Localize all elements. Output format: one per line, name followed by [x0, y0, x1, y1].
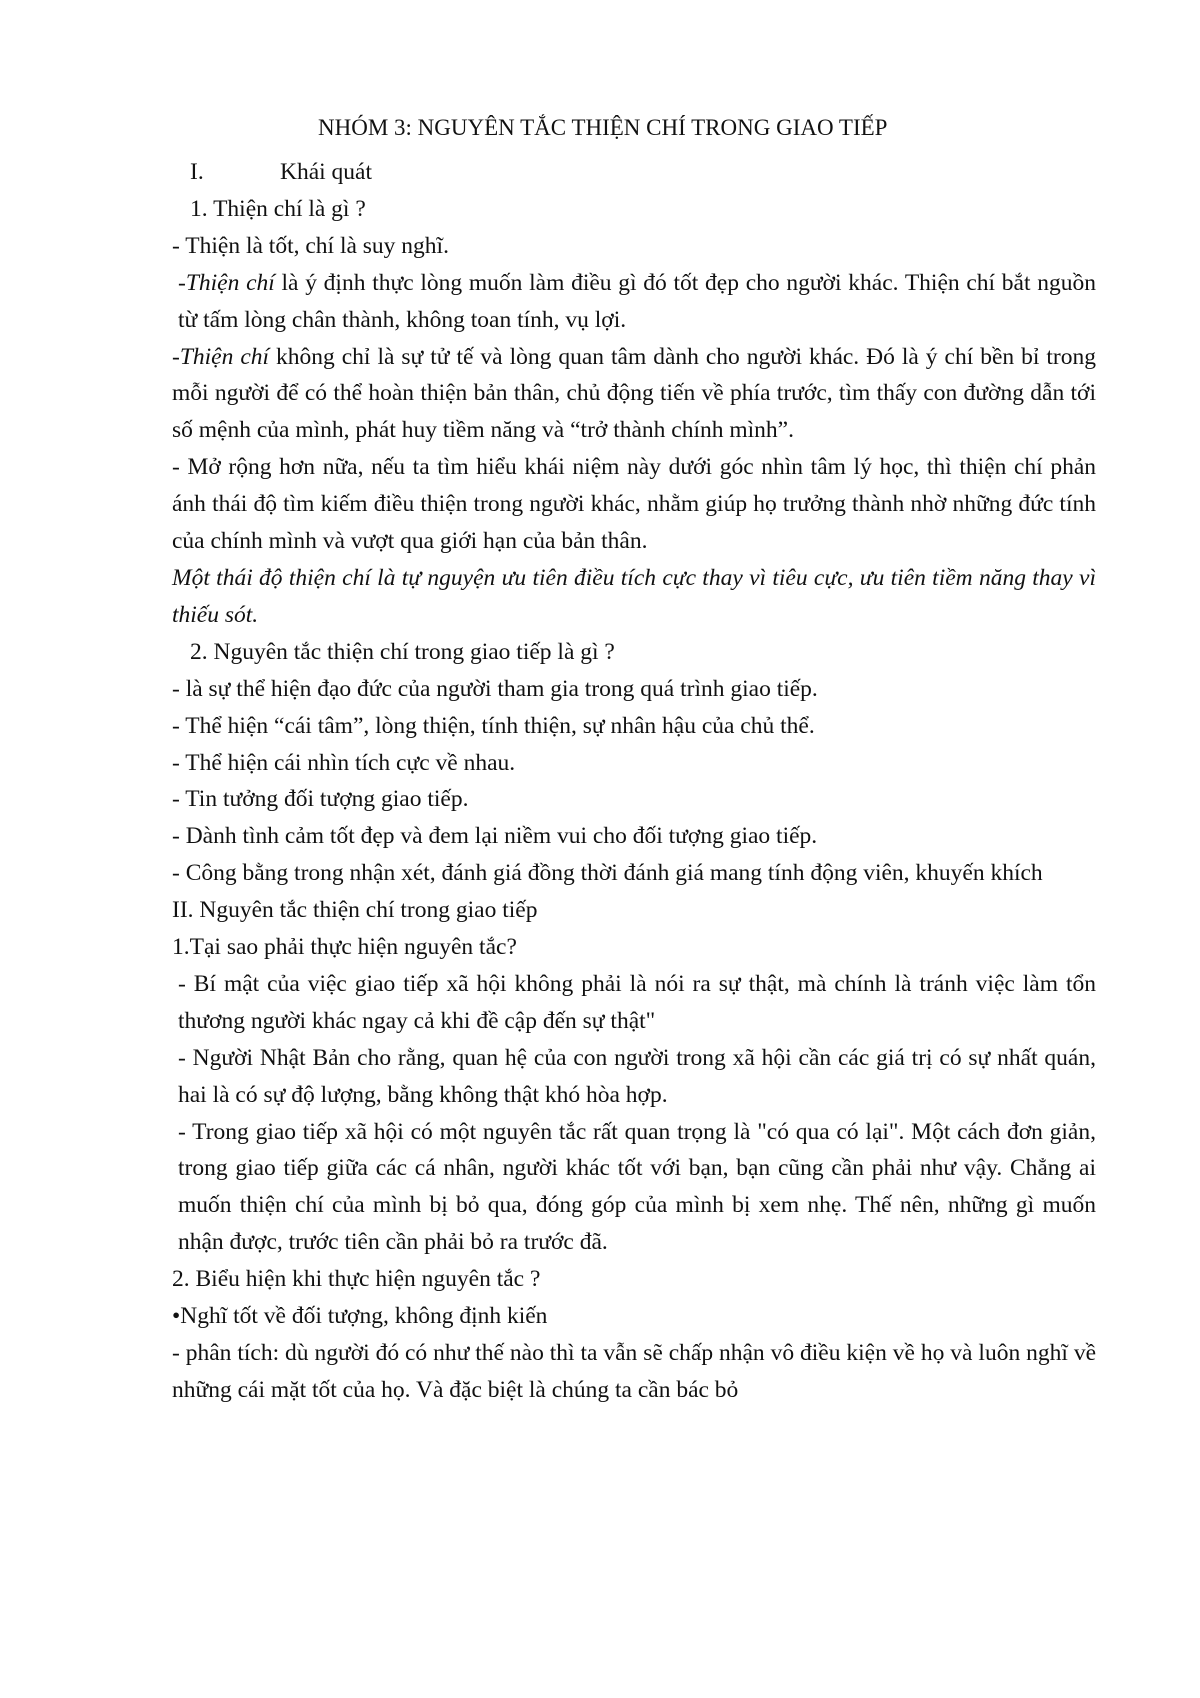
list-item: - Thể hiện “cái tâm”, lòng thiện, tính thiện, sự nhân hậu của chủ thể. — [172, 712, 815, 739]
document-body — [172, 154, 1096, 1409]
section-heading-2: II. Nguyên tắc thiện chí trong giao tiếp — [172, 897, 538, 924]
paragraph-8: - Trong giao tiếp xã hội có một nguyên tắc rất quan trọng là "có qua có lại". Một cách đơn giản, trong giao tiếp giữa các cá nhân, người khác tốt với bạn, bạn cũng cần phải như vậy. Chẳng ai muốn thiện chí của mình bị bỏ qua, đóng góp của mình bị xem nhẹ. Thế nên, những gì muốn nhận được, trước tiên cần phải bỏ ra trước đã. — [178, 1118, 1096, 1256]
paragraph-7: - Người Nhật Bản cho rằng, quan hệ của con người trong xã hội cần các giá trị có sự nhất quán, hai là có sự độ lượng, bằng không thật khó hòa hợp. — [178, 1044, 1096, 1108]
paragraph-6: - Bí mật của việc giao tiếp xã hội không phải là nói ra sự thật, mà chính là tránh việc làm tổn thương người khác ngay cả khi đề cập đến sự thật" — [178, 970, 1096, 1034]
list-item: - Thể hiện cái nhìn tích cực về nhau. — [172, 749, 516, 776]
subheading-2-1: 1.Tại sao phải thực hiện nguyên tắc? — [172, 934, 517, 961]
paragraph-4: - Mở rộng hơn nữa, nếu ta tìm hiểu khái niệm này dưới góc nhìn tâm lý học, thì thiện chí phản ánh thái độ tìm kiếm điều thiện trong người khác, nhằm giúp họ trưởng thành nhờ những đức tính của chính mình và vượt qua giới hạn của bản thân. — [172, 454, 1096, 555]
paragraph-1: - Thiện là tốt, chí là suy nghĩ. — [172, 232, 449, 259]
list-item: - là sự thể hiện đạo đức của người tham gia trong quá trình giao tiếp. — [172, 675, 818, 702]
subheading-1-1: 1. Thiện chí là gì ? — [190, 195, 366, 222]
bullet-item: •Nghĩ tốt về đối tượng, không định kiến — [172, 1303, 548, 1330]
list-item: - Dành tình cảm tốt đẹp và đem lại niềm vui cho đối tượng giao tiếp. — [172, 823, 818, 850]
subheading-2-2: 2. Biểu hiện khi thực hiện nguyên tắc ? — [172, 1266, 541, 1293]
paragraph-5-italic: Một thái độ thiện chí là tự nguyện ưu tiên điều tích cực thay vì tiêu cực, ưu tiên tiềm năng thay vì thiếu sót. — [172, 564, 1096, 628]
list-item: - Công bằng trong nhận xét, đánh giá đồng thời đánh giá mang tính động viên, khuyến khích — [172, 860, 1043, 887]
document-title: NHÓM 3: NGUYÊN TẮC THIỆN CHÍ TRONG GIAO TIẾP — [318, 115, 888, 140]
subheading-1-2: 2. Nguyên tắc thiện chí trong giao tiếp là gì ? — [190, 638, 615, 665]
paragraph-3-text: không chỉ là sự tử tế và lòng quan tâm dành cho người khác. Đó là ý chí bền bỉ trong mỗi người để có thể hoàn thiện bản thân, chủ động tiến về phía trước, tìm thấy con đường dẫn tới số mệnh của mình, phát huy tiềm năng và “trở thành chính mình”. — [172, 343, 1096, 444]
paragraph-3 — [172, 339, 1096, 450]
list-item: - Tin tưởng đối tượng giao tiếp. — [172, 786, 469, 813]
term-thien-chi: -Thiện chí — [172, 343, 270, 370]
paragraph-9: - phân tích: dù người đó có như thế nào thì ta vẫn sẽ chấp nhận vô điều kiện về họ và luôn nghĩ về những cái mặt tốt của họ. Và đặc biệt là chúng ta cần bác bỏ — [172, 1340, 1096, 1403]
section-title-1: Khái quát — [280, 159, 373, 185]
section-number-1: I. — [190, 159, 204, 185]
section-heading-1 — [172, 154, 1096, 191]
paragraph-2-text: là ý định thực lòng muốn làm điều gì đó tốt đẹp cho người khác. Thiện chí bắt nguồn từ tấm lòng chân thành, không toan tính, vụ lợi. — [178, 269, 1096, 333]
paragraph-2 — [172, 265, 1096, 339]
term-thien-chi: -Thiện chí — [178, 269, 275, 296]
